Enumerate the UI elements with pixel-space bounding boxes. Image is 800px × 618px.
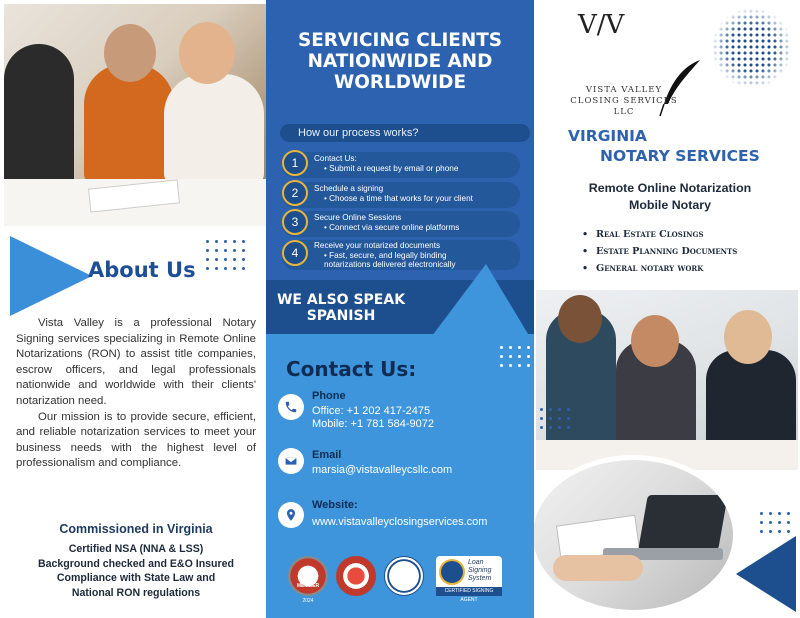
list-item: • Real Estate Closings bbox=[582, 226, 737, 243]
credential-line: Background checked and E&O Insured bbox=[37, 557, 235, 570]
phone-label: Phone bbox=[312, 390, 346, 402]
member-badge-icon: MEMBER 2024 bbox=[288, 556, 328, 596]
credentials-list bbox=[16, 542, 256, 600]
virginia-title: VIRGINIA NOTARY SERVICES bbox=[568, 127, 760, 165]
process-heading: How our process works? bbox=[280, 124, 530, 142]
dots-decoration bbox=[760, 512, 790, 533]
credential-line: National RON regulations bbox=[71, 586, 201, 599]
process-step-3 bbox=[282, 211, 520, 237]
step-number: 3 bbox=[282, 209, 308, 235]
middle-panel bbox=[266, 0, 534, 618]
commissioned-title: Commissioned in Virginia bbox=[59, 522, 213, 536]
step-detail: • Fast, secure, and legally binding bbox=[324, 250, 447, 260]
dots-decoration bbox=[540, 408, 570, 429]
spanish-note: WE ALSO SPEAK SPANISH bbox=[276, 292, 406, 324]
phone-icon bbox=[278, 394, 304, 420]
step-number: 1 bbox=[282, 150, 308, 176]
headline: SERVICING CLIENTS NATIONWIDE AND WORLDWIDE bbox=[297, 30, 503, 93]
credential-line: Compliance with State Law and bbox=[56, 572, 216, 585]
step-detail: • Submit a request by email or phone bbox=[324, 163, 459, 173]
left-panel bbox=[0, 0, 266, 618]
email-label: Email bbox=[312, 449, 342, 461]
about-title: About Us bbox=[88, 258, 196, 282]
loan-signing-system-badge: Loan Signing System CERTIFIED SIGNING AGENT bbox=[436, 556, 502, 596]
triangle-decoration bbox=[426, 264, 534, 344]
step-title: Contact Us: bbox=[314, 154, 357, 163]
photo-clients-meeting bbox=[536, 290, 798, 470]
step-detail: • Connect via secure online platforms bbox=[324, 222, 460, 232]
list-item: • Estate Planning Documents bbox=[582, 243, 737, 260]
step-number: 2 bbox=[282, 180, 308, 206]
step-title: Receive your notarized documents bbox=[314, 241, 441, 250]
company-logo: V/V bbox=[578, 10, 625, 40]
certification-badges bbox=[266, 556, 534, 606]
photo-laptop-signing bbox=[534, 455, 738, 615]
website-link[interactable]: www.vistavalleyclosingservices.com bbox=[312, 516, 488, 528]
mobile-phone[interactable]: Mobile: +1 781 584-9072 bbox=[312, 418, 435, 430]
photo-couple-signing bbox=[4, 4, 266, 226]
location-pin-icon bbox=[278, 502, 304, 528]
process-step-1 bbox=[282, 152, 520, 178]
dots-decoration bbox=[206, 240, 245, 270]
corner-triangle-decoration bbox=[736, 536, 796, 612]
halftone-decoration bbox=[712, 8, 792, 88]
contact-title: Contact Us: bbox=[286, 357, 417, 381]
about-paragraph-2: Our mission is to provide secure, efficient, and reliable notarization services to meet your business needs with the highest level of professionalism and compliance. bbox=[16, 410, 256, 470]
process-step-2 bbox=[282, 182, 520, 208]
office-phone[interactable]: Office: +1 202 417-2475 bbox=[312, 405, 431, 417]
email-link[interactable]: marsia@vistavalleycsllc.com bbox=[312, 464, 453, 476]
credential-line: Certified NSA (NNA & LSS) bbox=[68, 543, 204, 555]
step-detail: • Choose a time that works for your client bbox=[324, 193, 473, 203]
services-list bbox=[582, 226, 737, 277]
step-detail: notarizations delivered electronically bbox=[324, 260, 456, 270]
company-name: VISTA VALLEY CLOSING SERVICES LLC bbox=[570, 85, 678, 117]
about-paragraph-1: Vista Valley is a professional Notary Signing services specializing in Remote Online Notarizations (RON) to assist title companies, escrow officers, and legal professionals nationwide and worldwide with their clients' notarization need. bbox=[16, 317, 256, 407]
envelope-icon bbox=[278, 448, 304, 474]
step-title: Secure Online Sessions bbox=[314, 213, 402, 222]
dots-decoration bbox=[500, 346, 530, 367]
step-number: 4 bbox=[282, 240, 308, 266]
lss-logo-icon bbox=[439, 559, 465, 585]
nna-seal-icon bbox=[336, 556, 376, 596]
services-heading: Remote Online Notarization Mobile Notary bbox=[588, 181, 752, 212]
about-triangle-decoration bbox=[10, 236, 92, 316]
about-text bbox=[16, 316, 256, 472]
state-seal-icon bbox=[384, 556, 424, 596]
website-label: Website: bbox=[312, 499, 358, 511]
step-title: Schedule a signing bbox=[314, 184, 384, 193]
list-item: • General notary work bbox=[582, 260, 737, 277]
right-panel bbox=[534, 0, 800, 618]
